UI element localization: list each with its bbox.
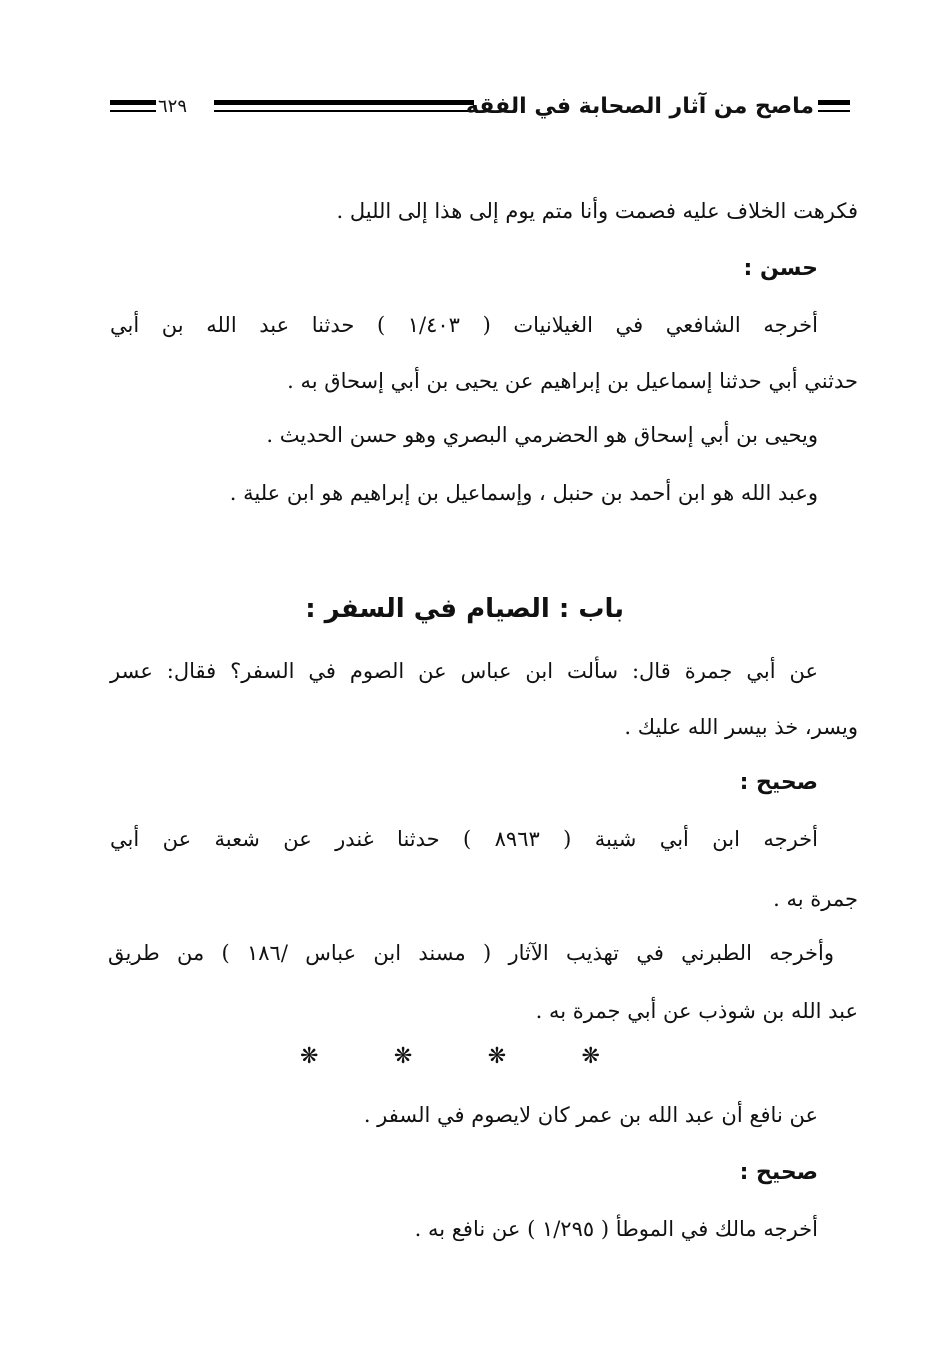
ornament-star-icon: ❋: [393, 1044, 413, 1069]
header-rule-middle: [214, 100, 474, 105]
running-header: [110, 90, 850, 130]
text-line-11: عبد الله بن شوذب عن أبي جمرة به .: [535, 999, 858, 1023]
text-line-4: ويحيى بن أبي إسحاق هو الحضرمي البصري وهو حسن الحديث .: [266, 423, 818, 447]
ornament-star-icon: ❋: [487, 1044, 507, 1069]
text-line-13: أخرجه مالك في الموطأ ( ١/٢٩٥ ) عن نافع به .: [414, 1217, 818, 1241]
section-label-sahih-1: صحيح :: [739, 770, 818, 795]
header-rule-middle-thin: [214, 110, 474, 112]
ornament-separator: [300, 1044, 600, 1070]
text-line-3: حدثني أبي حدثنا إسماعيل بن إبراهيم عن يحيى بن أبي إسحاق به .: [287, 369, 858, 393]
header-rule-right-thin: [818, 110, 850, 112]
text-line-6: عن أبي جمرة قال: سألت ابن عباس عن الصوم في السفر؟ فقال: عسر: [110, 659, 818, 683]
ornament-star-icon: ❋: [581, 1044, 600, 1069]
text-line-10: وأخرجه الطبرني في تهذيب الآثار ( مسند ابن عباس /١٨٦ ) من طريق: [108, 941, 834, 965]
text-line-12: عن نافع أن عبد الله بن عمر كان لايصوم في السفر .: [363, 1103, 818, 1127]
ornament-star-icon: ❋: [300, 1044, 319, 1069]
header-rule-left-thin: [110, 110, 156, 112]
text-line-9: جمرة به .: [773, 887, 858, 911]
text-line-2: أخرجه الشافعي في الغيلانيات ( ١/٤٠٣ ) حدثنا عبد الله بن أبي: [110, 313, 818, 337]
text-line-5: وعبد الله هو ابن أحمد بن حنبل ، وإسماعيل بن إبراهيم هو ابن علية .: [229, 481, 818, 505]
text-line-8: أخرجه ابن أبي شيبة ( ٨٩٦٣ ) حدثنا غندر عن شعبة عن أبي: [110, 827, 818, 851]
text-line-7: ويسر، خذ بيسر الله عليك .: [624, 715, 858, 739]
text-line-1: فكرهت الخلاف عليه فصمت وأنا متم يوم إلى هذا إلى الليل .: [336, 199, 858, 223]
header-title: ماصح من آثار الصحابة في الفقه: [465, 94, 814, 119]
section-label-hasan: حسن :: [743, 256, 818, 281]
section-label-sahih-2: صحيح :: [739, 1160, 818, 1185]
header-rule-left: [110, 100, 156, 105]
header-rule-right: [818, 100, 850, 105]
page-number: ٦٢٩: [158, 96, 188, 117]
chapter-heading: باب : الصيام في السفر :: [305, 594, 624, 624]
